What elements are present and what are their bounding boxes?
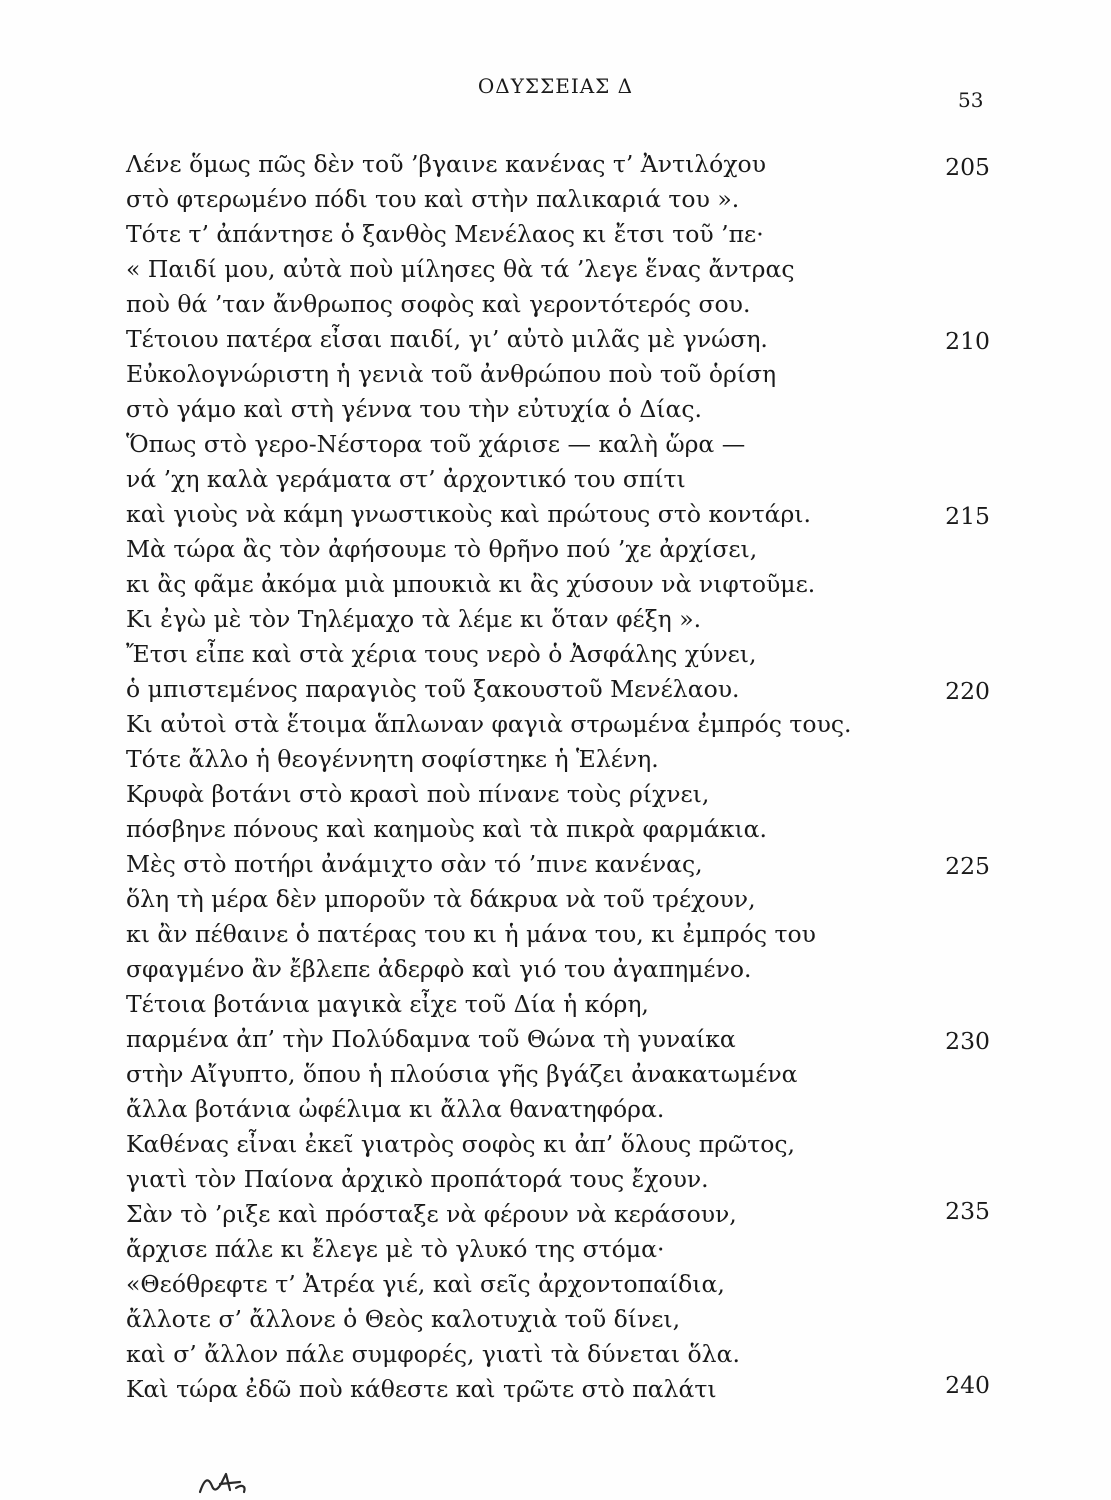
line-number: 220 <box>945 677 990 705</box>
verse-line: καὶ σ’ ἄλλον πάλε συμφορές, γιατὶ τὰ δύνεται ὅλα. <box>126 1340 740 1368</box>
verse-line: ἄρχισε πάλε κι ἔλεγε μὲ τὸ γλυκό της στόμα· <box>126 1235 665 1263</box>
verse-line: Τέτοιου πατέρα εἶσαι παιδί, γι’ αὐτὸ μιλᾶς μὲ γνώση. <box>126 325 768 353</box>
verse-line: Ἔτσι εἶπε καὶ στὰ χέρια τους νερὸ ὁ Ἀσφάλης χύνει, <box>126 640 757 668</box>
verse-line: ὁ μπιστεμένος παραγιὸς τοῦ ξακουστοῦ Μενέλαου. <box>126 675 740 703</box>
verse-line: Κι αὐτοὶ στὰ ἕτοιμα ἅπλωναν φαγιὰ στρωμένα ἐμπρός τους. <box>126 710 852 738</box>
verse-line: καὶ γιοὺς νὰ κάμη γνωστικοὺς καὶ πρώτους στὸ κοντάρι. <box>126 500 811 528</box>
verse-line: ποὺ θά ’ταν ἄνθρωπος σοφὸς καὶ γεροντότερός σου. <box>126 290 751 318</box>
verse-line: νά ’χη καλὰ γεράματα στ’ ἀρχοντικό του σπίτι <box>126 465 686 493</box>
verse-line: Σὰν τὸ ’ριξε καὶ πρόσταξε νὰ φέρουν νὰ κεράσουν, <box>126 1200 737 1228</box>
line-number: 230 <box>945 1027 990 1055</box>
verse-line: « Παιδί μου, αὐτὰ ποὺ μίλησες θὰ τά ’λεγε ἕνας ἄντρας <box>126 255 795 283</box>
verse-line: κι ἂς φᾶμε ἀκόμα μιὰ μπουκιὰ κι ἂς χύσουν νὰ νιφτοῦμε. <box>126 570 816 598</box>
verse-line: Ὅπως στὸ γερο-Νέστορα τοῦ χάρισε — καλὴ ὥρα — <box>126 430 746 458</box>
verse-line: ἄλλα βοτάνια ὠφέλιμα κι ἄλλα θανατηφόρα. <box>126 1095 665 1123</box>
line-number: 210 <box>945 327 990 355</box>
verse-line: παρμένα ἀπ’ τὴν Πολύδαμνα τοῦ Θώνα τὴ γυναίκα <box>126 1025 736 1053</box>
verse-line: Καὶ τώρα ἐδῶ ποὺ κάθεστε καὶ τρῶτε στὸ παλάτι <box>126 1375 717 1403</box>
verse-line: πόσβηνε πόνους καὶ καημοὺς καὶ τὰ πικρὰ φαρμάκια. <box>126 815 767 843</box>
verse-line: ὅλη τὴ μέρα δὲν μποροῦν τὰ δάκρυα νὰ τοῦ τρέχουν, <box>126 885 756 913</box>
line-number: 205 <box>945 153 990 181</box>
line-number: 235 <box>945 1197 990 1225</box>
verse-line: στὴν Αἴγυπτο, ὅπου ἡ πλούσια γῆς βγάζει ἀνακατωμένα <box>126 1060 798 1088</box>
verse-line: Τότε ἄλλο ἡ θεογέννητη σοφίστηκε ἡ Ἑλένη. <box>126 745 659 773</box>
line-number: 225 <box>945 852 990 880</box>
verse-line: στὸ φτερωμένο πόδι του καὶ στὴν παλικαριά του ». <box>126 185 740 213</box>
verse-line: Εὐκολογνώριστη ἡ γενιὰ τοῦ ἀνθρώπου ποὺ τοῦ ὁρίση <box>126 360 777 388</box>
verse-line: Μὰ τώρα ἂς τὸν ἀφήσουμε τὸ θρῆνο πού ’χε ἀρχίσει, <box>126 535 758 563</box>
line-number: 240 <box>945 1371 990 1399</box>
verse-line: «Θεόθρεφτε τ’ Ἀτρέα γιέ, καὶ σεῖς ἀρχοντοπαίδια, <box>126 1270 725 1298</box>
verse-line: Μὲς στὸ ποτήρι ἀνάμιχτο σὰν τό ’πινε κανένας, <box>126 850 703 878</box>
running-head: ΟΔΥΣΣΕΙΑΣ Δ <box>477 74 634 98</box>
verse-line: Τέτοια βοτάνια μαγικὰ εἶχε τοῦ Δία ἡ κόρη, <box>126 990 649 1018</box>
verse-line: Καθένας εἶναι ἐκεῖ γιατρὸς σοφὸς κι ἀπ’ ὅλους πρῶτος, <box>126 1130 796 1158</box>
line-number: 215 <box>945 502 990 530</box>
verse-line: σφαγμένο ἂν ἔβλεπε ἀδερφὸ καὶ γιό του ἀγαπημένο. <box>126 955 752 983</box>
handwritten-mark <box>196 1468 262 1496</box>
page-number: 53 <box>958 88 984 112</box>
verse-line: Κρυφὰ βοτάνι στὸ κρασὶ ποὺ πίνανε τοὺς ρίχνει, <box>126 780 710 808</box>
verse-line: Κι ἐγὼ μὲ τὸν Τηλέμαχο τὰ λέμε κι ὅταν φέξη ». <box>126 605 702 633</box>
verse-line: ἄλλοτε σ’ ἄλλονε ὁ Θεὸς καλοτυχιὰ τοῦ δίνει, <box>126 1305 681 1333</box>
verse-line: Τότε τ’ ἀπάντησε ὁ ξανθὸς Μενέλαος κι ἔτσι τοῦ ’πε· <box>126 220 764 248</box>
verse-line: κι ἂν πέθαινε ὁ πατέρας του κι ἡ μάνα του, κι ἐμπρός του <box>126 920 816 948</box>
verse-line: γιατὶ τὸν Παίονα ἀρχικὸ προπάτορά τους ἔχουν. <box>126 1165 709 1193</box>
verse-line: στὸ γάμο καὶ στὴ γέννα του τὴν εὐτυχία ὁ Δίας. <box>126 395 703 423</box>
verse-line: Λένε ὅμως πῶς δὲν τοῦ ’βγαινε κανένας τ’ Ἀντιλόχου <box>126 150 766 178</box>
